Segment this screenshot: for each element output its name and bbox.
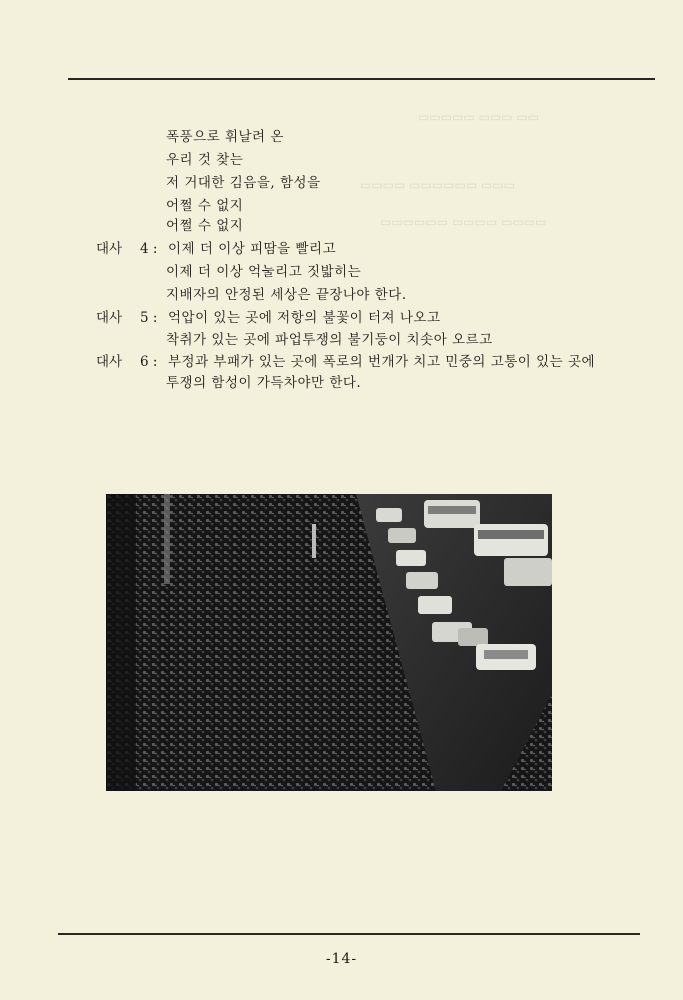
dialogue-line: 억압이 있는 곳에 저항의 불꽃이 터져 나오고 [168,310,441,326]
top-rule [68,78,655,80]
verse-line: 우리 것 찾는 [166,152,244,168]
dialogue-number: 5 : [140,310,158,326]
dialogue-line: 이제 더 이상 억눌리고 짓밟히는 [166,264,362,280]
speaker-label: 대사 [96,354,123,370]
verse-line: 어쩔 수 없지 [166,218,244,234]
dialogue-number: 4 : [140,241,158,257]
dialogue-line: 지배자의 안정된 세상은 끝장나야 한다. [166,287,407,303]
verse-line: 어쩔 수 없지 [166,198,244,214]
crowd-photo-illustration [106,494,552,791]
dialogue-line: 착취가 있는 곳에 파업투쟁의 불기둥이 치솟아 오르고 [166,332,493,348]
dialogue-line: 부정과 부패가 있는 곳에 폭로의 번개가 치고 민중의 고통이 있는 곳에 [168,354,596,370]
bottom-rule [58,933,640,935]
dialogue-line: 투쟁의 함성이 가득차야만 한다. [166,375,362,391]
verse-line: 저 거대한 김음을, 함성을 [166,175,321,191]
dialogue-line: 이제 더 이상 피땀을 빨리고 [168,241,337,257]
show-through-text: ▭▭▭▭ ▭▭▭▭▭▭ ▭▭▭ [360,178,516,192]
crowd-march-photo [106,494,552,791]
speaker-label: 대사 [96,310,123,326]
verse-line: 폭풍으로 휘날려 온 [166,129,284,145]
speaker-label: 대사 [96,241,123,257]
page-number: -14- [325,951,358,967]
show-through-text: ▭▭▭▭▭ ▭▭▭ ▭▭ [418,110,540,124]
show-through-text: ▭▭▭▭▭▭ ▭▭▭▭ ▭▭▭▭ [380,215,547,229]
dialogue-number: 6 : [140,354,158,370]
